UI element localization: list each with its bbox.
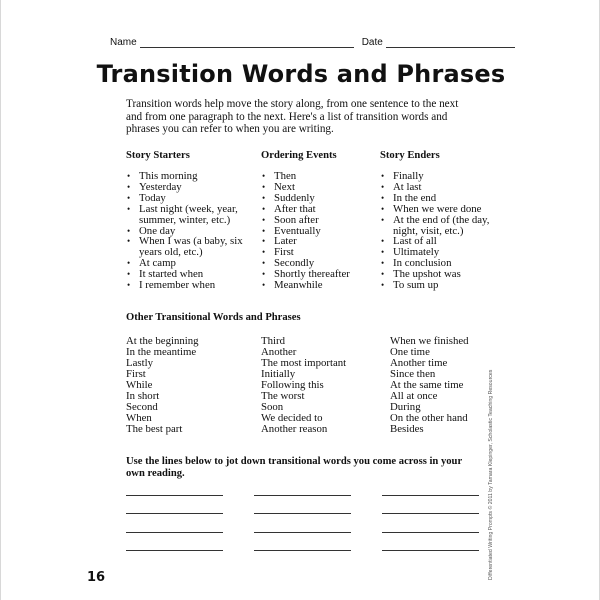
phrase-item: While [126,379,153,391]
list-item-text: Yesterday [139,180,182,193]
name-field[interactable] [140,38,354,48]
writing-line[interactable] [126,495,223,496]
bullet-icon: • [127,171,131,181]
bullet-icon: • [381,258,385,269]
writing-line[interactable] [126,532,223,533]
bullet-icon: • [381,214,385,225]
bullet-icon: • [262,225,266,236]
writing-line[interactable] [126,513,223,514]
list-item [126,280,256,291]
phrase-item: Since then [390,368,436,380]
writing-line[interactable] [254,495,351,496]
phrase-item: On the other hand [390,412,468,424]
phrase-item: Another reason [261,423,328,435]
phrase-item: During [390,401,421,413]
bullet-icon: • [127,280,131,291]
name-label: Name [110,37,137,48]
phrase-item: All at once [390,390,438,402]
list-item [126,236,256,258]
bullet-icon: • [262,192,266,203]
writing-line[interactable] [382,513,479,514]
list-item-text: Last of all [393,235,437,248]
name-date-row [110,37,515,48]
list-item-text: To sum up [393,279,439,292]
other-phrases-col-3 [390,336,469,435]
list-item [126,204,256,226]
story-enders-heading: Story Enders [380,150,440,161]
bullet-icon: • [127,181,131,192]
story-starters-list [126,171,256,291]
other-phrases-heading: Other Transitional Words and Phrases [126,312,301,323]
list-item-text: I remember when [139,279,216,292]
side-credit: Differentiated Writing Prompts © 2011 by Tamara Klepinger, Scholastic Teaching Resources [488,369,494,580]
list-item-text: Shortly thereafter [274,268,350,281]
list-item-text: First [274,246,294,259]
list-item-text: After that [274,202,316,215]
bullet-icon: • [262,171,266,181]
bullet-icon: • [262,236,266,247]
list-item-text: In conclusion [393,257,452,270]
list-item-text: Secondly [274,257,315,270]
list-item-text: Meanwhile [274,279,323,292]
phrase-item: The best part [126,423,183,435]
list-item-text: At the end of (the day, night, visit, etc.) [393,213,490,237]
phrase-item: Soon [261,401,284,413]
bullet-icon: • [381,247,385,258]
ordering-events-heading: Ordering Events [261,150,337,161]
list-item-text: Finally [393,170,424,182]
list-item-text: This morning [139,170,198,182]
phrase-item: Second [126,401,158,413]
bullet-icon: • [262,269,266,280]
list-item-text: When I was (a baby, six years old, etc.) [139,235,243,259]
phrase-item: At the same time [390,379,464,391]
bullet-icon: • [127,192,131,203]
bullet-icon: • [381,269,385,280]
writing-line[interactable] [382,550,479,551]
page-title: Transition Words and Phrases [96,60,506,88]
other-phrases-col-1 [126,336,199,435]
page-number: 16 [87,570,106,585]
story-enders-list [380,171,500,291]
list-item-text: One day [139,224,176,237]
bullet-icon: • [262,181,266,192]
story-starters-column [126,150,256,291]
writing-line[interactable] [254,550,351,551]
list-item-text: At camp [139,257,176,270]
writing-line[interactable] [254,532,351,533]
bullet-icon: • [127,203,131,214]
phrase-item: Lastly [126,357,153,369]
phrase-item: When we finished [390,335,469,347]
other-phrases-col-2 [261,336,346,435]
list-item-text: Today [139,191,166,204]
list-item [380,215,500,237]
bullet-icon: • [127,225,131,236]
phrase-item: First [126,368,146,380]
writing-line[interactable] [382,532,479,533]
phrase-item: Another time [390,357,448,369]
bullet-icon: • [381,181,385,192]
writing-line[interactable] [382,495,479,496]
phrase-item: When [126,412,152,424]
phrase-item: The worst [261,390,305,402]
bullet-icon: • [127,258,131,269]
bullet-icon: • [262,280,266,291]
bullet-icon: • [381,171,385,181]
list-item-text: When we were done [393,202,482,215]
story-enders-column [380,150,500,291]
list-item-text: Suddenly [274,191,315,204]
phrase-item: In the meantime [126,346,197,358]
phrase-item: Another [261,346,297,358]
list-item-text: Eventually [274,224,321,237]
list-item [261,280,376,291]
phrase-item: Third [261,335,285,347]
writing-line[interactable] [254,513,351,514]
phrase-item: We decided to [261,412,323,424]
ordering-events-column [261,150,376,291]
list-item-text: Then [274,170,297,182]
list-item-text: It started when [139,268,204,281]
phrase-item: At the beginning [126,335,199,347]
list-item-text: Ultimately [393,246,440,259]
story-starters-heading: Story Starters [126,150,190,161]
ordering-events-list [261,171,376,291]
list-item-text: The upshot was [393,268,461,281]
bullet-icon: • [262,258,266,269]
bullet-icon: • [262,203,266,214]
list-item-text: Next [274,180,295,193]
list-item [380,280,500,291]
phrase-item: The most important [261,357,347,369]
bullet-icon: • [381,192,385,203]
list-item-text: Later [274,235,297,248]
date-label: Date [361,37,383,48]
bullet-icon: • [127,269,131,280]
bullet-icon: • [381,280,385,291]
jot-instruction: Use the lines below to jot down transitional words you come across in your own reading. [126,456,462,480]
phrase-item: In short [126,390,160,402]
phrase-item: Besides [390,423,424,435]
phrase-item: Following this [261,379,324,391]
date-field[interactable] [386,38,515,48]
phrase-item: One time [390,346,430,358]
writing-line[interactable] [126,550,223,551]
phrase-item: Initially [261,368,296,380]
bullet-icon: • [262,214,266,225]
list-item-text: In the end [393,191,437,204]
list-item-text: At last [393,180,422,193]
bullet-icon: • [381,203,385,214]
list-item-text: Last night (week, year, summer, winter, etc.) [139,202,238,226]
bullet-icon: • [381,236,385,247]
list-item-text: Soon after [274,213,319,226]
bullet-icon: • [262,247,266,258]
intro-paragraph: Transition words help move the story along, from one sentence to the next and from one paragraph to the next. Here's a list of transition words and phrases you can refer to when you are writing. [126,98,459,136]
bullet-icon: • [127,236,131,247]
